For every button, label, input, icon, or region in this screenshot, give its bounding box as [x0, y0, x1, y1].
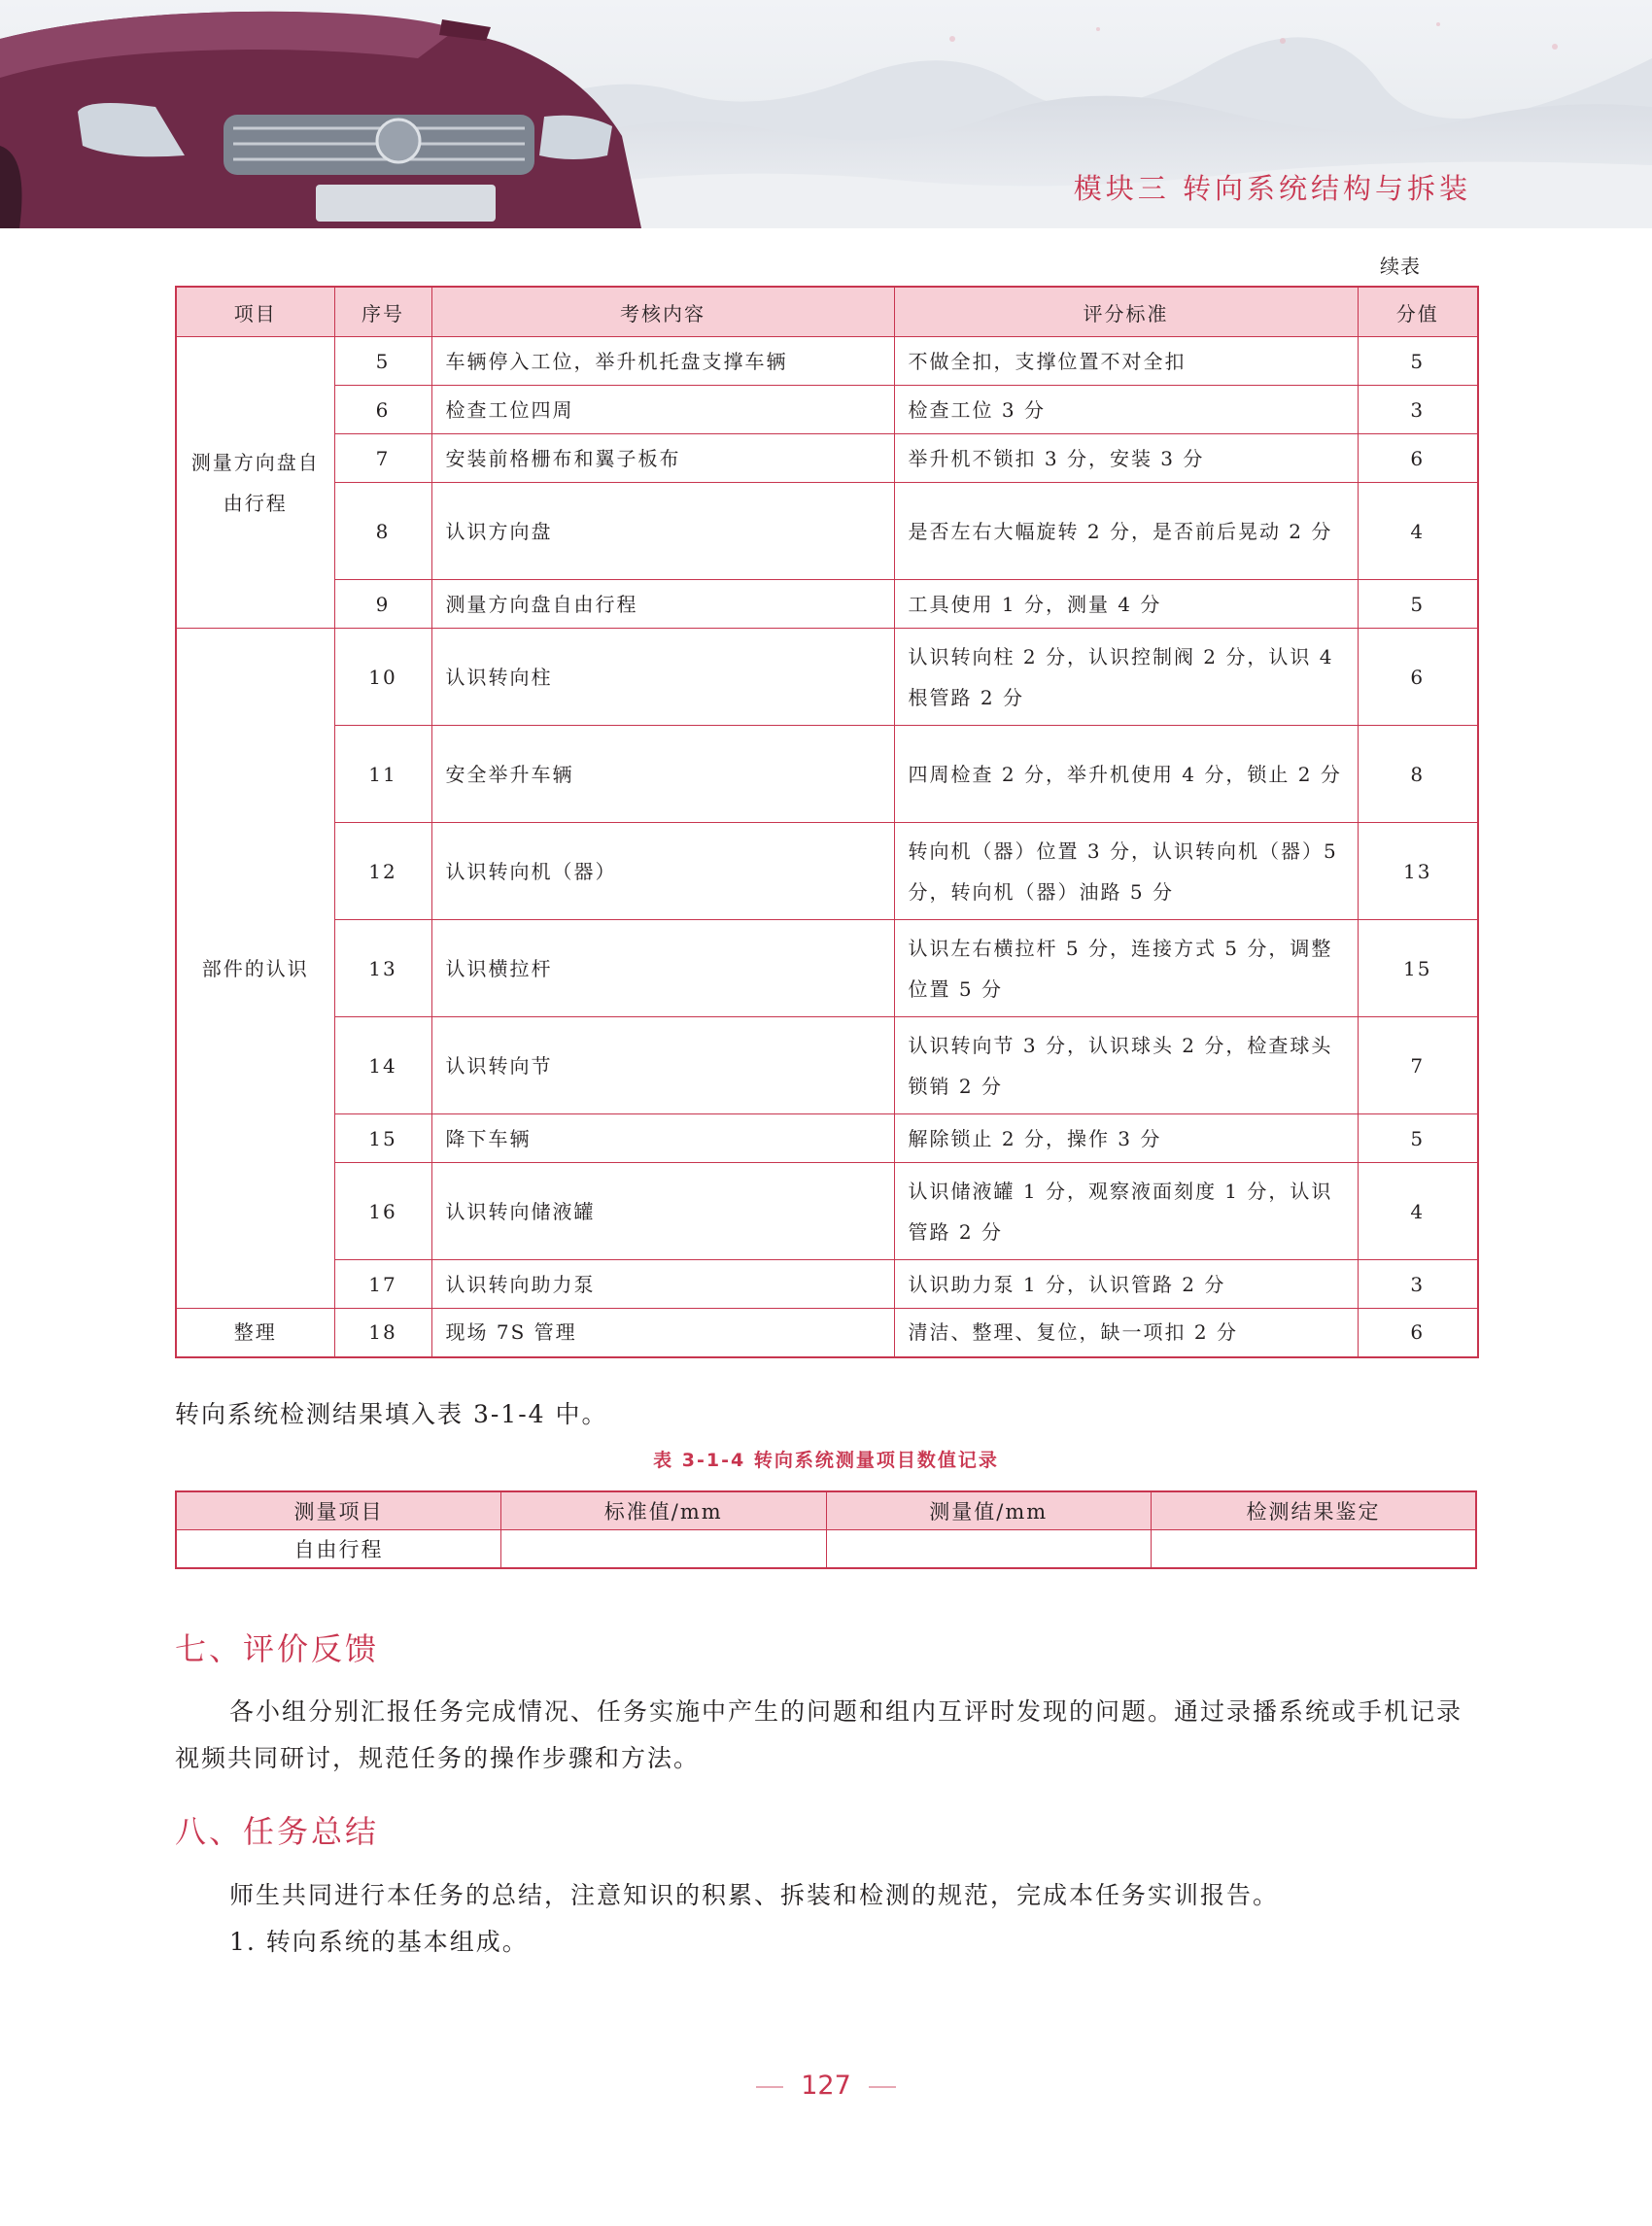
- module-title: 模块三 转向系统结构与拆装: [1073, 172, 1471, 205]
- row-score: 3: [1358, 1260, 1478, 1309]
- table-row: [176, 1017, 1478, 1114]
- scoring-table-header: [176, 287, 1478, 337]
- row-score: 6: [1358, 629, 1478, 726]
- row-content: 认识转向柱: [431, 629, 894, 726]
- row-content: 认识转向机（器）: [431, 823, 894, 920]
- record-cell-standard: [501, 1530, 827, 1569]
- table-row: [176, 629, 1478, 726]
- category-label: 整理: [233, 1320, 277, 1345]
- row-criteria: 工具使用 1 分，测量 4 分: [894, 580, 1358, 629]
- row-content: 降下车辆: [431, 1114, 894, 1163]
- table-row: [176, 580, 1478, 629]
- row-no: 12: [334, 823, 431, 920]
- section-heading-summary: 八、任务总结: [175, 1813, 380, 1850]
- table-row: [176, 726, 1478, 823]
- row-score: 13: [1358, 823, 1478, 920]
- row-no: 17: [334, 1260, 431, 1309]
- row-content: 检查工位四周: [431, 386, 894, 434]
- row-score: 4: [1358, 1163, 1478, 1260]
- intro-paragraph: 转向系统检测结果填入表 3-1-4 中。: [175, 1400, 608, 1428]
- page-number-value: 127: [801, 2071, 851, 2101]
- row-criteria: 举升机不锁扣 3 分，安装 3 分: [894, 434, 1358, 483]
- continued-label: 续表: [1380, 255, 1421, 278]
- summary-item-1: 1. 转向系统的基本组成。: [229, 1928, 529, 1956]
- row-criteria: 四周检查 2 分，举升机使用 4 分，锁止 2 分: [894, 726, 1358, 823]
- row-score: 5: [1358, 337, 1478, 386]
- row-criteria: 不做全扣，支撑位置不对全扣: [894, 337, 1358, 386]
- table-row: [176, 823, 1478, 920]
- header-banner: [0, 0, 1652, 228]
- page-number: [0, 2071, 1652, 2101]
- page-number-dash-right: [869, 2086, 896, 2088]
- row-no: 14: [334, 1017, 431, 1114]
- header-criteria: 评分标准: [894, 287, 1358, 337]
- table-row: [176, 1260, 1478, 1309]
- header-no: 序号: [334, 287, 431, 337]
- category-cell: [176, 337, 334, 629]
- header-score: 分值: [1358, 287, 1478, 337]
- table-row: [176, 1309, 1478, 1357]
- row-content: 安装前格栅布和翼子板布: [431, 434, 894, 483]
- row-score: 3: [1358, 386, 1478, 434]
- row-content: 测量方向盘自由行程: [431, 580, 894, 629]
- row-content: 认识转向助力泵: [431, 1260, 894, 1309]
- row-score: 4: [1358, 483, 1478, 580]
- row-score: 6: [1358, 434, 1478, 483]
- table-row: [176, 920, 1478, 1017]
- scoring-table: [175, 286, 1479, 1358]
- category-cell: [176, 629, 334, 1309]
- row-no: 10: [334, 629, 431, 726]
- table-row: [176, 1163, 1478, 1260]
- summary-paragraph: 师生共同进行本任务的总结，注意知识的积累、拆装和检测的规范，完成本任务实训报告。: [229, 1881, 1280, 1909]
- row-criteria: 认识转向柱 2 分，认识控制阀 2 分，认识 4 根管路 2 分: [894, 629, 1358, 726]
- row-no: 15: [334, 1114, 431, 1163]
- record-header-result: 检测结果鉴定: [1152, 1491, 1477, 1530]
- row-score: 8: [1358, 726, 1478, 823]
- table-row: [176, 337, 1478, 386]
- row-criteria: 认识左右横拉杆 5 分，连接方式 5 分，调整位置 5 分: [894, 920, 1358, 1017]
- feedback-paragraph: 各小组分别汇报任务完成情况、任务实施中产生的问题和组内互评时发现的问题。通过录播系统或手机记录视频共同研讨，规范任务的操作步骤和方法。: [175, 1697, 1463, 1772]
- page-number-dash-left: [756, 2086, 783, 2088]
- row-no: 9: [334, 580, 431, 629]
- row-criteria: 清洁、整理、复位，缺一项扣 2 分: [894, 1309, 1358, 1357]
- table-caption: 表 3-1-4 转向系统测量项目数值记录: [653, 1450, 999, 1471]
- row-score: 5: [1358, 580, 1478, 629]
- row-criteria: 解除锁止 2 分，操作 3 分: [894, 1114, 1358, 1163]
- category-cell: [176, 1309, 334, 1357]
- row-content: 现场 7S 管理: [431, 1309, 894, 1357]
- row-content: 安全举升车辆: [431, 726, 894, 823]
- row-no: 16: [334, 1163, 431, 1260]
- table-row: [176, 386, 1478, 434]
- category-label: 测量方向盘自由行程: [190, 450, 320, 515]
- record-header-standard: 标准值/mm: [501, 1491, 827, 1530]
- row-content: 认识横拉杆: [431, 920, 894, 1017]
- record-header-item: 测量项目: [176, 1491, 501, 1530]
- row-criteria: 是否左右大幅旋转 2 分，是否前后晃动 2 分: [894, 483, 1358, 580]
- row-criteria: 认识储液罐 1 分，观察液面刻度 1 分，认识管路 2 分: [894, 1163, 1358, 1260]
- record-table: [175, 1490, 1477, 1569]
- record-table-header: [176, 1491, 1476, 1530]
- record-header-measured: 测量值/mm: [826, 1491, 1152, 1530]
- row-criteria: 认识转向节 3 分，认识球头 2 分，检查球头锁销 2 分: [894, 1017, 1358, 1114]
- table-row: [176, 483, 1478, 580]
- header-item: 项目: [176, 287, 334, 337]
- category-label: 部件的认识: [201, 956, 309, 980]
- row-no: 13: [334, 920, 431, 1017]
- header-content: 考核内容: [431, 287, 894, 337]
- row-criteria: 检查工位 3 分: [894, 386, 1358, 434]
- row-no: 6: [334, 386, 431, 434]
- row-no: 5: [334, 337, 431, 386]
- row-score: 6: [1358, 1309, 1478, 1357]
- row-score: 7: [1358, 1017, 1478, 1114]
- row-score: 15: [1358, 920, 1478, 1017]
- car-front-image: [0, 0, 661, 228]
- record-cell-measured: [826, 1530, 1152, 1569]
- section-heading-feedback: 七、评价反馈: [175, 1630, 380, 1667]
- row-criteria: 认识助力泵 1 分，认识管路 2 分: [894, 1260, 1358, 1309]
- row-no: 7: [334, 434, 431, 483]
- table-row: [176, 434, 1478, 483]
- row-no: 11: [334, 726, 431, 823]
- row-content: 车辆停入工位，举升机托盘支撑车辆: [431, 337, 894, 386]
- table-row: [176, 1114, 1478, 1163]
- row-content: 认识转向节: [431, 1017, 894, 1114]
- row-no: 8: [334, 483, 431, 580]
- row-score: 5: [1358, 1114, 1478, 1163]
- row-content: 认识转向储液罐: [431, 1163, 894, 1260]
- record-cell-item: 自由行程: [176, 1530, 501, 1569]
- row-no: 18: [334, 1309, 431, 1357]
- record-cell-result: [1152, 1530, 1477, 1569]
- table-row: [176, 1530, 1476, 1569]
- row-content: 认识方向盘: [431, 483, 894, 580]
- row-criteria: 转向机（器）位置 3 分，认识转向机（器）5 分，转向机（器）油路 5 分: [894, 823, 1358, 920]
